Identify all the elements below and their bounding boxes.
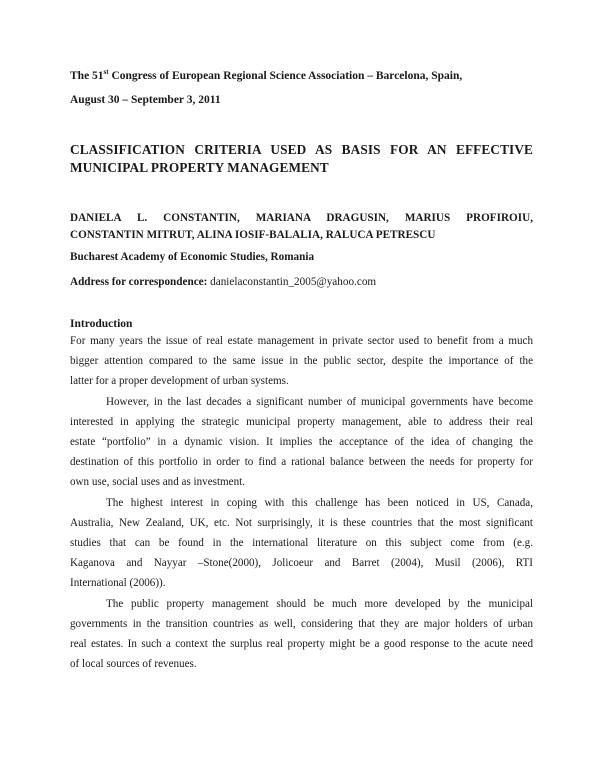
text-line: The highest interest in coping with this challenge has been noticed in US, Canada,: [106, 496, 533, 509]
text-line: The public property management should be much more developed by the municipal: [106, 597, 533, 610]
paragraph-1: [70, 331, 533, 392]
text-line: Australia, New Zealand, UK, etc. Not surprisingly, it is these countries that the most significant: [70, 516, 533, 529]
authors-line-1: DANIELA L. CONSTANTIN, MARIANA DRAGUSIN, MARIUS PROFIROIU,: [70, 212, 533, 224]
correspondence: [70, 275, 533, 289]
paragraph-3: [70, 493, 533, 594]
text-line: Kaganova and Nayyar –Stone(2000), Jolicoeur and Barret (2004), Musil (2006), RTI: [70, 557, 533, 570]
text-line: own use, social uses and as investment.: [70, 476, 246, 489]
conference-line-1: The 51st Congress of European Regional Science Association – Barcelona, Spain,: [70, 68, 463, 82]
text-line: estate “portfolio” in a dynamic vision. It implies the acceptance of the idea of changing the: [70, 436, 533, 449]
section-heading: Introduction: [70, 318, 133, 330]
text-line: real estates. In such a context the surplus real property might be a good response to the acute need: [70, 638, 533, 651]
text-line: However, in the last decades a significant number of municipal governments have become: [106, 395, 533, 408]
text-line: interested in applying the strategic municipal property management, able to address their real: [70, 415, 533, 428]
correspondence-email: danielaconstantin_2005@yahoo.com: [207, 276, 377, 288]
paper-title: [70, 141, 533, 177]
body-text: [70, 331, 533, 674]
text-line: bigger attention compared to the same issue in the public sector, despite the importance of the: [70, 355, 533, 368]
authors-line-2: CONSTANTIN MITRUT, ALINA IOSIF-BALALIA, RALUCA PETRESCU: [70, 229, 436, 241]
paragraph-4: [70, 594, 533, 675]
text-line: of local sources of revenues.: [70, 658, 197, 671]
text-line: studies that can be found in the international literature on this subject come from (e.g.: [70, 537, 533, 550]
title-line-1: CLASSIFICATION CRITERIA USED AS BASIS FOR AN EFFECTIVE: [70, 142, 533, 157]
author-list: [70, 210, 533, 244]
text-line: destination of this portfolio in order to find a rational balance between the needs for property for: [70, 456, 533, 469]
conference-line-2: August 30 – September 3, 2011: [70, 94, 221, 106]
paragraph-2: [70, 392, 533, 493]
text-line: governments in the transition countries as well, considering that they are major holders of urban: [70, 617, 533, 630]
text-line: For many years the issue of real estate management in private sector used to benefit from a much: [70, 335, 533, 347]
text-line: latter for a proper development of urban systems.: [70, 375, 289, 388]
affiliation: Bucharest Academy of Economic Studies, Romania: [70, 251, 315, 263]
title-line-2: MUNICIPAL PROPERTY MANAGEMENT: [70, 160, 329, 175]
correspondence-label: Address for correspondence:: [70, 276, 208, 288]
text-line: International (2006)).: [70, 577, 166, 590]
